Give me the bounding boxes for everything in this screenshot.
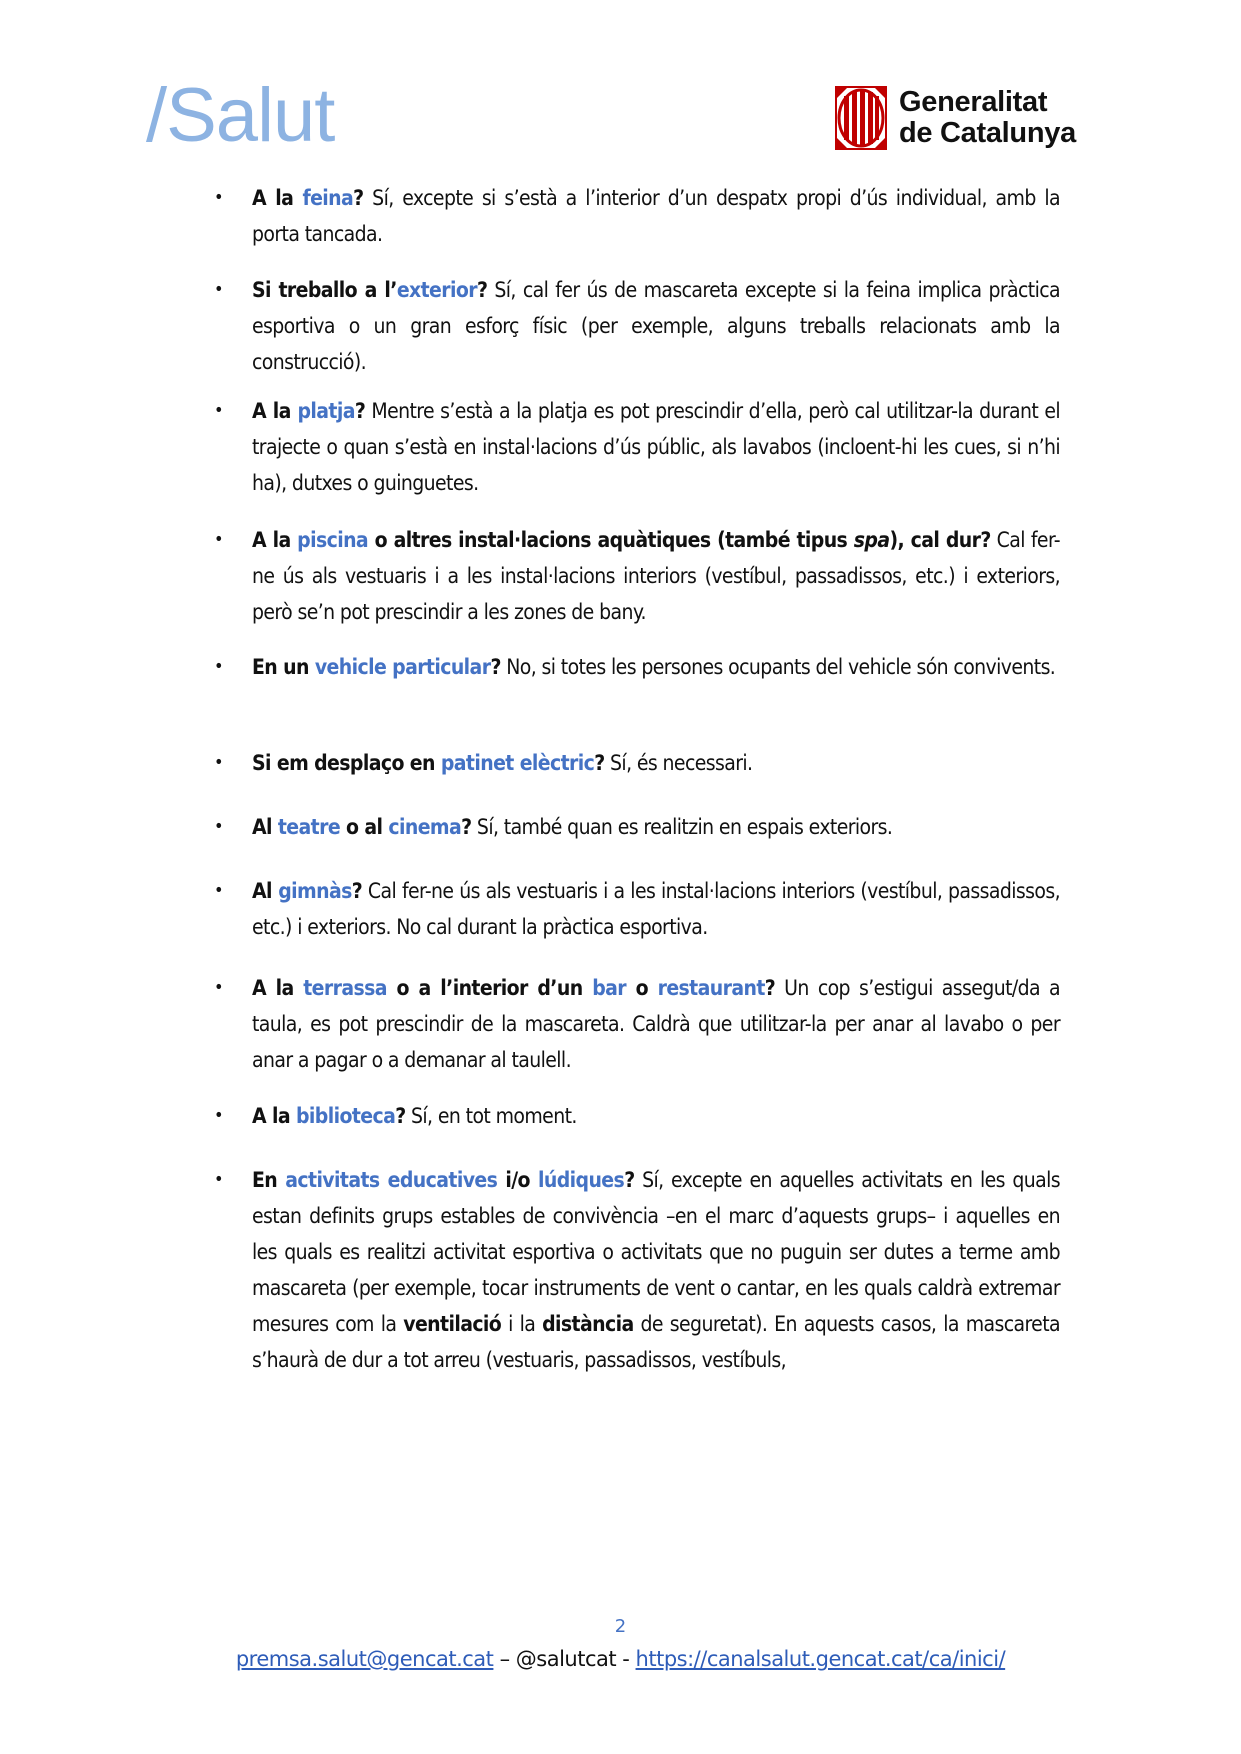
bullet-icon: • bbox=[214, 816, 223, 837]
body-text: Sí, cal fer ús de mascareta excepte si la feina implica pràctica esportiva o un gran esforç físic (per exemple, alguns treballs relacionats amb la construcció). bbox=[252, 278, 1060, 374]
bullet-icon: • bbox=[214, 1105, 223, 1126]
gencat-emblem-icon bbox=[835, 86, 887, 150]
bold-text: ), cal dur? bbox=[889, 528, 991, 552]
highlight-term: vehicle particular bbox=[314, 655, 491, 679]
highlight-term: cinema bbox=[388, 815, 462, 839]
body-text: Sí, és necessari. bbox=[604, 751, 753, 775]
highlight-term: restaurant bbox=[657, 976, 765, 1000]
body-text: Sí, excepte si s’està a l’interior d’un despatx propi d’ús individual, amb la porta tancada. bbox=[252, 186, 1060, 246]
bold-text: ? bbox=[354, 399, 366, 423]
highlight-term: patinet elèctric bbox=[440, 751, 595, 775]
bold-text: ? bbox=[461, 815, 472, 839]
bullet-icon: • bbox=[214, 1169, 223, 1190]
bold-text: ? bbox=[395, 1104, 406, 1128]
bold-text: En bbox=[252, 1168, 286, 1192]
faq-item bbox=[214, 649, 1060, 685]
body-text: i la bbox=[501, 1312, 543, 1336]
body-text: Sí, també quan es realitzin en espais exteriors. bbox=[471, 815, 893, 839]
body-text: No, si totes les persones ocupants del vehicle són convivents. bbox=[500, 655, 1056, 679]
bold-text: ventilació bbox=[403, 1312, 502, 1336]
bold-text: ? bbox=[476, 278, 488, 302]
bold-text: o bbox=[626, 976, 658, 1000]
bold-text: En un bbox=[252, 655, 315, 679]
bold-text: A la bbox=[252, 1104, 296, 1128]
gencat-wordmark bbox=[899, 87, 1076, 149]
highlight-term: bar bbox=[592, 976, 626, 1000]
bold-text: Al bbox=[252, 879, 279, 903]
body-text: Mentre s’està a la platja es pot prescindir d’ella, però cal utilitzar-la durant el trajecte o quan s’està en instal·lacions d’ús públic, als lavabos (incloent-hi les cues, si n’hi ha), dutxes o guinguetes. bbox=[252, 399, 1061, 495]
highlight-term: platja bbox=[297, 399, 355, 423]
bold-text: Si em desplaço en bbox=[252, 751, 441, 775]
page-number: 2 bbox=[614, 1616, 627, 1637]
highlight-term: lúdiques bbox=[538, 1168, 625, 1192]
bold-text: Al bbox=[252, 815, 278, 839]
faq-item bbox=[214, 1162, 1061, 1378]
bold-text: spa bbox=[853, 528, 890, 552]
bullet-icon: • bbox=[214, 529, 223, 550]
faq-item bbox=[214, 970, 1061, 1078]
bullet-icon: • bbox=[214, 752, 223, 773]
highlight-term: piscina bbox=[297, 528, 369, 552]
faq-item bbox=[214, 809, 1060, 845]
bold-text: distància bbox=[542, 1312, 634, 1336]
faq-item bbox=[214, 180, 1060, 252]
bold-text: ? bbox=[594, 751, 605, 775]
gencat-line1: Generalitat bbox=[899, 86, 1048, 118]
bold-text: o a l’interior d’un bbox=[386, 976, 593, 1000]
faq-item bbox=[214, 522, 1061, 630]
bold-text: o al bbox=[340, 815, 389, 839]
bold-text: A la bbox=[252, 399, 298, 423]
bullet-icon: • bbox=[214, 656, 223, 677]
bold-text: Si treballo a l’ bbox=[252, 278, 397, 302]
highlight-term: teatre bbox=[277, 815, 341, 839]
bold-text: ? bbox=[353, 186, 364, 210]
bold-text: ? bbox=[624, 1168, 635, 1192]
email-link[interactable]: premsa.salut@gencat.cat bbox=[235, 1647, 494, 1671]
body-text: Cal fer-ne ús als vestuaris i a les instal·lacions interiors (vestíbul, passadissos, etc.) i exteriors. No cal durant la pràctica esportiva. bbox=[252, 879, 1060, 939]
bullet-icon: • bbox=[214, 187, 223, 208]
highlight-term: exterior bbox=[396, 278, 477, 302]
faq-item bbox=[214, 393, 1061, 501]
bold-text: ? bbox=[490, 655, 501, 679]
body-text: de seguretat). En aquests casos, la mascareta s’haurà de dur a tot arreu (vestuaris, passadissos, vestíbuls, bbox=[252, 1312, 1060, 1372]
gencat-logo bbox=[835, 86, 1076, 150]
bullet-icon: • bbox=[214, 400, 223, 421]
faq-item bbox=[214, 272, 1060, 380]
gencat-line2: de Catalunya bbox=[899, 117, 1076, 149]
bold-text: i/o bbox=[497, 1168, 539, 1192]
body-text: Un cop s’estigui assegut/da a taula, es pot prescindir de la mascareta. Caldrà que utilitzar-la per anar al lavabo o per anar a pagar o a demanar al taulell. bbox=[252, 976, 1061, 1072]
highlight-term: biblioteca bbox=[295, 1104, 396, 1128]
footer-contact bbox=[0, 1647, 1241, 1671]
twitter-handle: – @salutcat - bbox=[493, 1647, 636, 1671]
body-text: Sí, en tot moment. bbox=[405, 1104, 577, 1128]
website-link[interactable]: https://canalsalut.gencat.cat/ca/inici/ bbox=[635, 1647, 1006, 1671]
highlight-term: terrassa bbox=[303, 976, 387, 1000]
highlight-term: activitats educatives bbox=[285, 1168, 498, 1192]
salut-brand-title: /Salut bbox=[146, 73, 335, 158]
bullet-icon: • bbox=[214, 880, 223, 901]
bold-text: A la bbox=[252, 976, 304, 1000]
faq-item bbox=[214, 745, 1060, 781]
bullet-icon: • bbox=[214, 977, 223, 998]
highlight-term: gimnàs bbox=[278, 879, 352, 903]
highlight-term: feina bbox=[302, 186, 354, 210]
faq-item bbox=[214, 873, 1060, 945]
bold-text: A la bbox=[252, 186, 303, 210]
bold-text: A la bbox=[252, 528, 298, 552]
faq-item bbox=[214, 1098, 1060, 1134]
bold-text: ? bbox=[764, 976, 776, 1000]
bullet-icon: • bbox=[214, 279, 223, 300]
bold-text: ? bbox=[351, 879, 363, 903]
bold-text: o altres instal·lacions aquàtiques (també tipus bbox=[368, 528, 854, 552]
body-text: Cal fer-ne ús als vestuaris i a les instal·lacions interiors (vestíbul, passadissos, etc.) i exteriors, però se’n pot prescindir a les zones de bany. bbox=[252, 528, 1061, 624]
body-text: Sí, excepte en aquelles activitats en les quals estan definits grups estables de convivència –en el marc d’aquests grups– i aquelles en les quals es realitzi activitat esportiva o activitats que no puguin ser dutes a terme amb mascareta (per exemple, tocar instruments de vent o cantar, en les quals caldrà extremar mesures com la bbox=[252, 1168, 1061, 1336]
